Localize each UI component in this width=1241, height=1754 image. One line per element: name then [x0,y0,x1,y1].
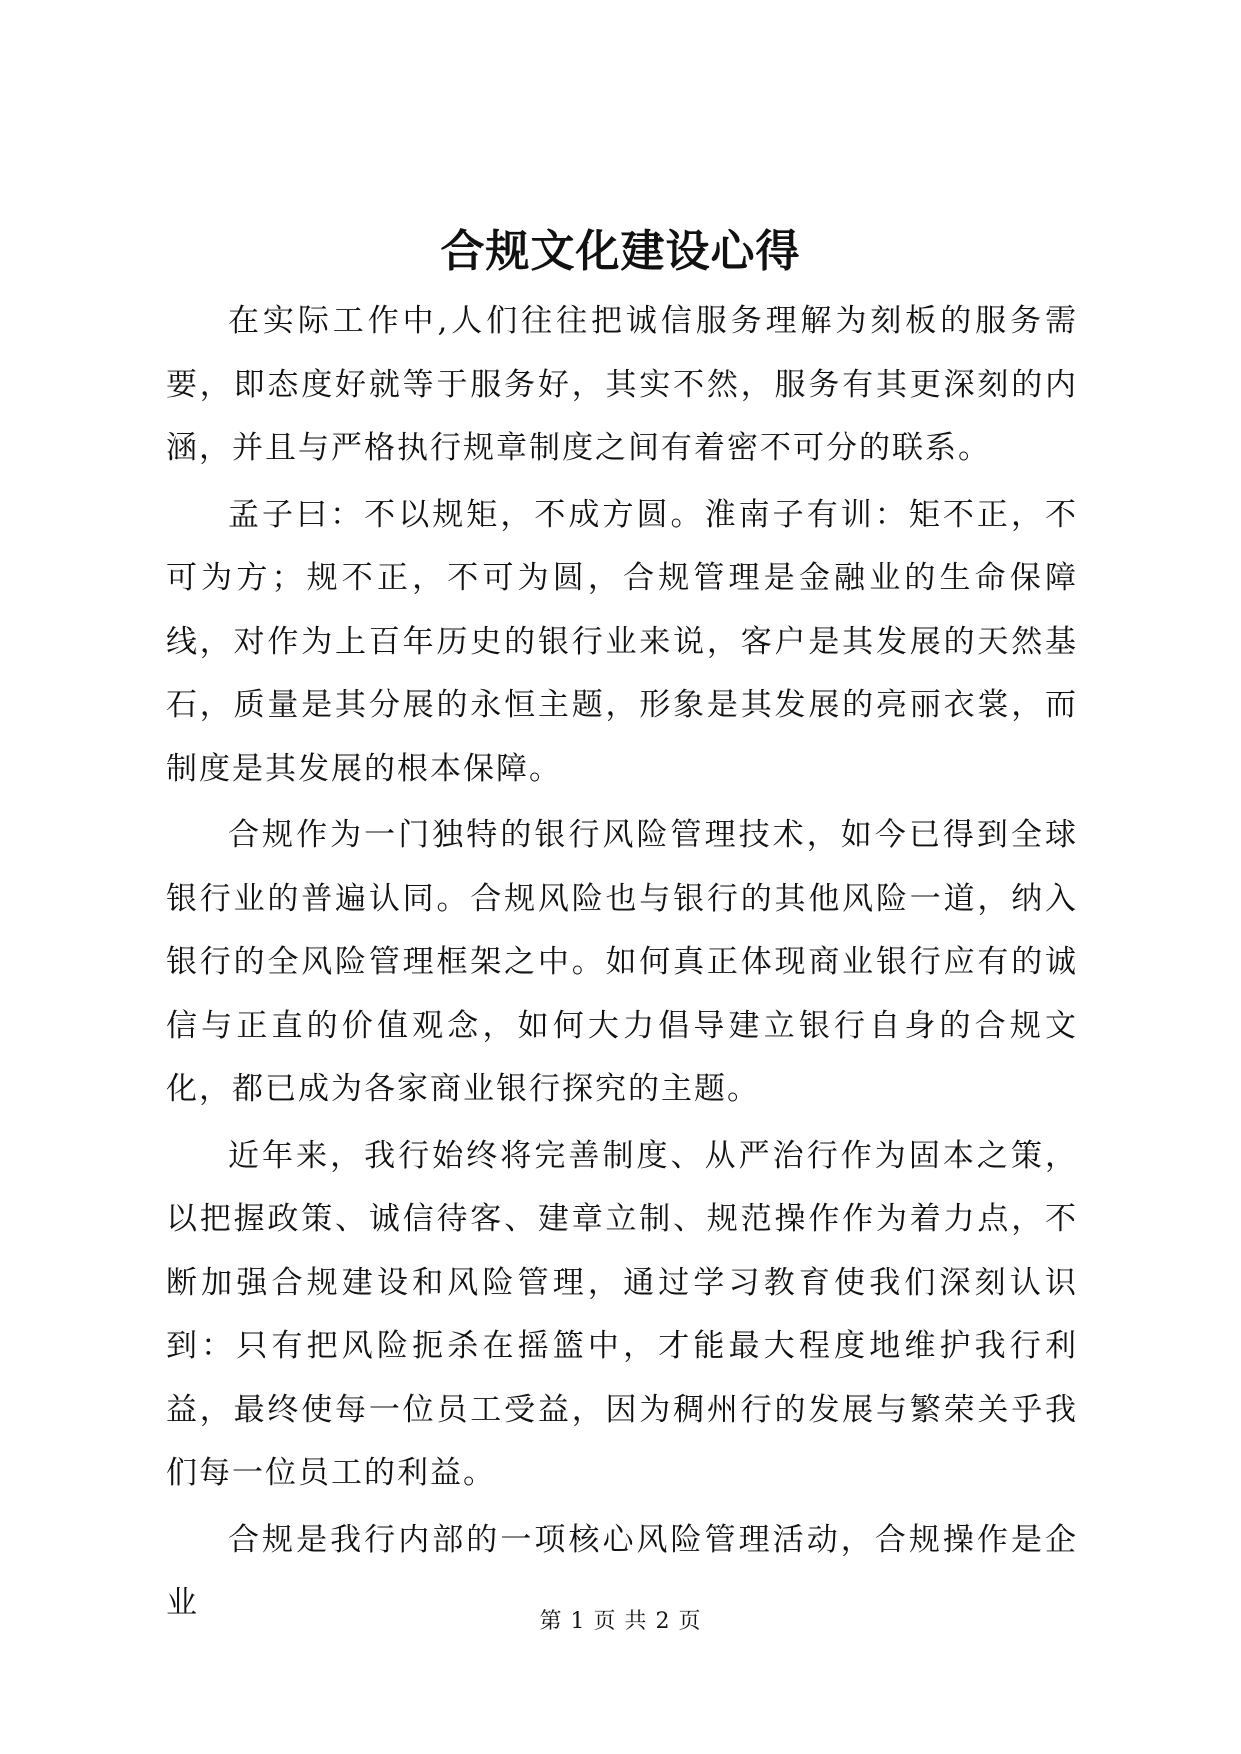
paragraph: 孟子曰：不以规矩，不成方圆。淮南子有训：矩不正，不可为方；规不正，不可为圆，合规管理是金融业的生命保障线，对作为上百年历史的银行业来说，客户是其发展的天然基石，质量是其分展的永恒主题，形象是其发展的亮丽衣裳，而制度是其发展的根本保障。 [166,496,1078,787]
paragraph: 合规作为一门独特的银行风险管理技术，如今已得到全球银行业的普遍认同。合规风险也与银行的其他风险一道，纳入银行的全风险管理框架之中。如何真正体现商业银行应有的诚信与正直的价值观念，如何大力倡导建立银行自身的合规文化，都已成为各家商业银行探究的主题。 [166,817,1078,1107]
paragraph: 在实际工作中,人们往往把诚信服务理解为刻板的服务需要，即态度好就等于服务好，其实不然，服务有其更深刻的内涵，并且与严格执行规章制度之间有着密不可分的联系。 [166,303,1078,466]
document-body [166,290,1078,1639]
paragraph: 近年来，我行始终将完善制度、从严治行作为固本之策，以把握政策、诚信待客、建章立制、规范操作作为着力点，不断加强合规建设和风险管理，通过学习教育使我们深刻认识到：只有把风险扼杀在摇篮中，才能最大程度地维护我行利益，最终使每一位员工受益，因为稠州行的发展与繁荣关乎我们每一位员工的利益。 [166,1137,1078,1491]
page-footer: 第 1 页 共 2 页 [539,1609,702,1634]
paragraph: 合规是我行内部的一项核心风险管理活动，合规操作是企业 [166,1521,1078,1621]
document-title: 合规文化建设心得 [440,226,801,277]
